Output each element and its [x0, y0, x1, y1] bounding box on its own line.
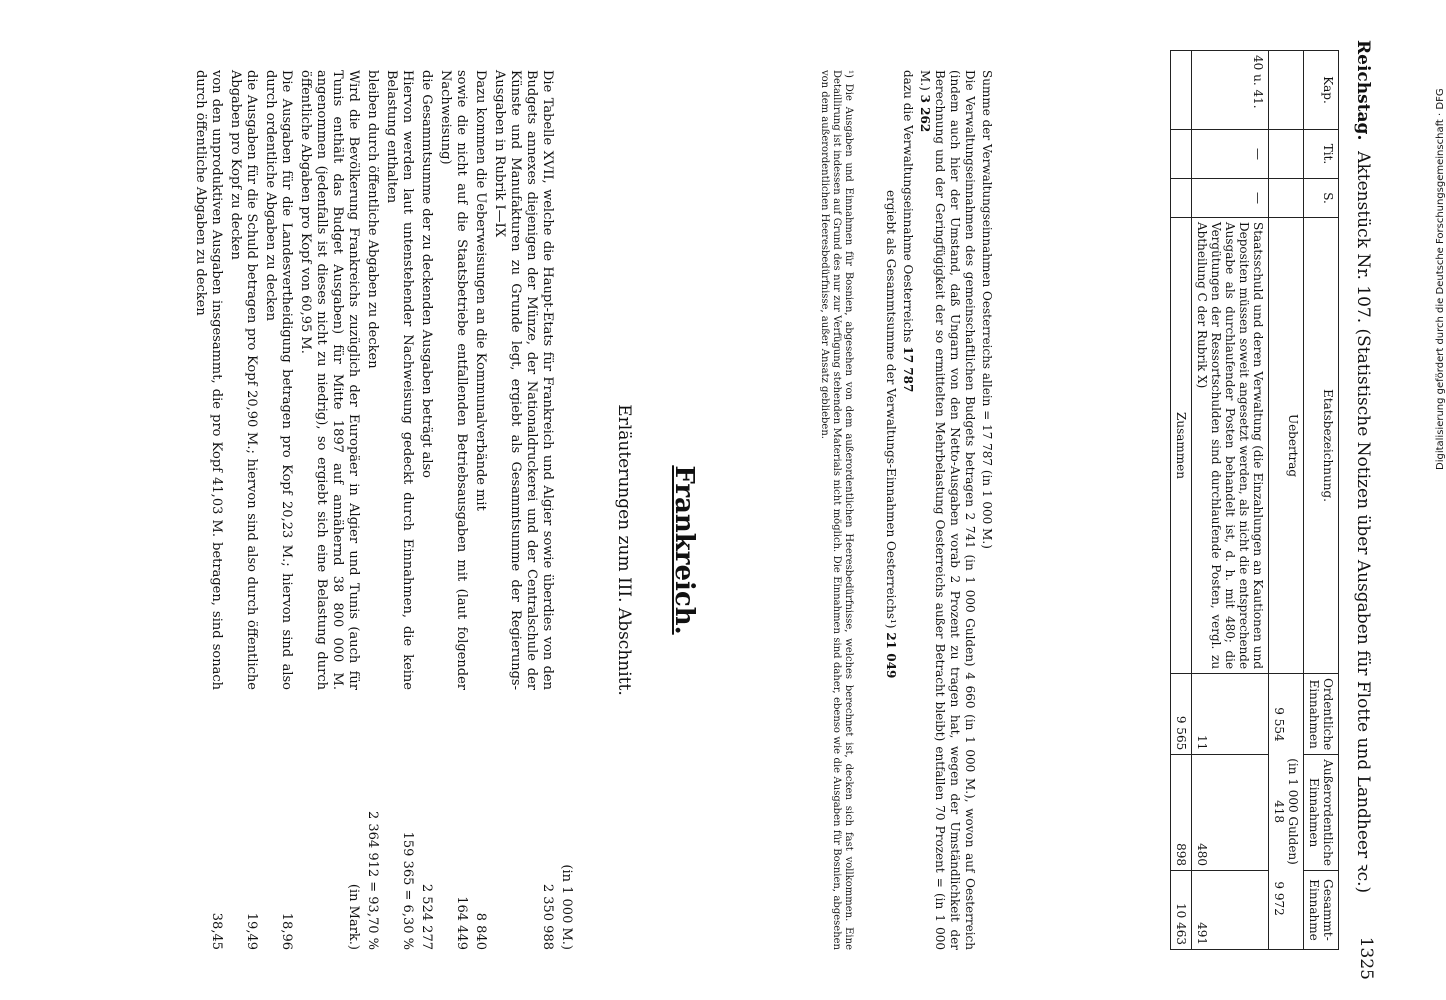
col-ao: Außerordentliche Einnahmen	[1304, 755, 1339, 871]
list-item	[491, 70, 555, 950]
section-subtitle: Erläuterungen zum III. Abschnitt.	[614, 404, 634, 696]
cell-value: 898	[1171, 755, 1192, 871]
list-item	[472, 70, 488, 950]
line-text: sowie die nicht auf die Staatsbetriebe entfallenden Betriebsausgaben mit (laut folgender Nachweisung)	[438, 70, 469, 690]
col-etat: Etatsbezeichnung.	[1304, 218, 1339, 674]
paragraph	[917, 70, 977, 950]
line-text: bleiben durch öffentliche Abgaben zu decken	[365, 70, 380, 369]
paragraph	[900, 70, 915, 950]
table-row	[1192, 51, 1269, 950]
dfg-sidebar	[1405, 0, 1446, 1000]
line-text: Dazu kommen die Ueberweisungen an die Kommunalverbände mit	[473, 70, 488, 511]
line-value: (in Mark.)	[346, 883, 361, 950]
paragraph-text: ergiebt als Gesammtsumme der Verwaltungs-Einnahmen Oesterreichs¹)	[884, 190, 898, 629]
row-label: Uebertrag	[1269, 218, 1304, 674]
list-item	[364, 70, 380, 950]
col-tit: Tit.	[1304, 130, 1339, 179]
footnote: ¹) Die Ausgaben und Einnahmen für Bosnien, abgesehen von dem außerordentlichen Heeresbedürfnisse, welches berechnet ist, decken sich fast vollkommen. Eine Detaillirung ist indessen auf Grund des nur zur Verfügung stehenden Materials nicht möglich. Die Einnahmen sind daher, ebenso wie die Ausgaben für Bosnien, abgesehen von dem außerordentlichen Heeresbedürfnisse, außer Ansatz geblieben.	[819, 70, 854, 950]
line-value: 19,49	[244, 912, 259, 950]
paragraph-text: Die Verwaltungseinnahmen des gemeinschaftlichen Budgets betragen 2 741 (in 1 000 Gulden) 4 660 (in 1 000 M.), wovon auf Oesterreich (indem auch hier der Umstand, daß Ungarn von den Netto-Ausgaben vorab 2 Prozent zu tragen hat, wegen der Umständlichkeit der Berechnung und der Geringfügigkeit der so ermittelten Mehrbelastung Oesterreichs außer Betracht bleibt) entfallen 70 Prozent =	[933, 70, 977, 950]
table-header-row	[1304, 51, 1339, 950]
cell-value: 9 565	[1171, 674, 1192, 755]
budget-table	[1170, 50, 1339, 950]
value: 3 262	[918, 94, 932, 133]
cell-kap: 40 u. 41.	[1192, 51, 1269, 130]
line-value: 8 840	[473, 912, 488, 950]
list-item	[383, 70, 415, 950]
line-value: 2 350 988	[540, 883, 555, 950]
list-item	[418, 70, 434, 950]
page-number: 1325	[1356, 936, 1376, 980]
unit-label: (in 1 000 M.)	[918, 70, 947, 950]
line-value: 38,45	[209, 912, 224, 950]
cell-text: Staatsschuld und deren Verwaltung (die Einzahlungen an Kautionen und Depositen müssen soweit angesetzt werden, als nicht die entsprechende Ausgabe als durchlaufender Posten behandelt ist, d. h. mit 480; die Vergütungen der Ressortschulden sind durchlaufende Posten, vergl. zu Abtheilung C der Rubrik X)	[1192, 218, 1269, 674]
cell-value: 480	[1192, 755, 1269, 871]
line-value: 2 364 912 = 93,70 %	[365, 810, 380, 950]
line-text: Hiervon werden laut untenstehender Nachweisung gedeckt durch Einnahmen, die keine Belastung enthalten	[384, 70, 415, 690]
line-text: Wird die Bevölkerung Frankreichs zuzüglich der Europäer in Algier und Tunis (auch für Tunis enthält das Budget Ausgaben) für Mitte 1897 auf annähernd 38 800 000 M. angenommen (jedenfalls ist dieses nicht zu niedrig), so ergiebt sich eine Belastung durch öffentliche Abgaben pro Kopf von 60,95 M.	[298, 70, 361, 690]
line-value: 164 449	[454, 896, 469, 950]
header-left: Reichstag.	[1353, 40, 1373, 141]
cell-value: 418	[1272, 800, 1286, 823]
line-text: die Ausgaben für die Schuld betragen pro Kopf 20,90 M.; hiervon sind also durch öffentliche Abgaben pro Kopf zu decken	[228, 70, 259, 690]
col-ord: Ordentliche Einnahmen	[1304, 674, 1339, 755]
section-austria	[881, 70, 994, 950]
paragraph	[883, 70, 898, 950]
col-s: S.	[1304, 179, 1339, 218]
paragraph: Summe der Verwaltungseinnahmen Oesterreichs allein = 17 787 (in 1 000 M.)	[980, 70, 994, 549]
line-text: die Gesammtsumme der zu deckenden Ausgaben beträgt also	[419, 70, 434, 478]
cell-s: —	[1192, 179, 1269, 218]
line-value: 159 365 = 6,30 %	[400, 831, 415, 950]
unit-note-text: (in 1 000 Gulden)	[1286, 758, 1300, 865]
cell-tit: —	[1192, 130, 1269, 179]
line-value: 2 524 277	[419, 883, 434, 950]
dfg-credit: Digitalisierung gefördert durch die Deutsche Forschungsgemeinschaft · DFG	[1435, 88, 1446, 470]
section-title: Frankreich.	[669, 465, 699, 635]
paragraph-text: dazu die Verwaltungseinnahme Oesterreichs	[901, 70, 915, 343]
list-item	[227, 70, 259, 950]
list-item	[262, 70, 294, 950]
table-row	[1269, 51, 1304, 950]
header-title: Aktenstück Nr. 107. (Statistische Notizen über Ausgaben für Flotte und Landheer ꝛc.)	[1353, 151, 1373, 894]
page-header	[1353, 40, 1376, 980]
value: 17 787	[901, 346, 915, 393]
cell-value: 11	[1192, 674, 1269, 755]
cell-value: 9 972	[1272, 881, 1286, 916]
line-text: Die Tabelle XVII, welche die Haupt-Etats für Frankreich und Algier sowie überdies von den Budgets annexes diejenigen der Münze, der Nationaldruckerei und der Centralschule der Künste und Manufakturen zu Grunde legt, ergiebt als Gesammtsumme der Regierungs-Ausgaben in Rubrik I—IX	[492, 70, 555, 690]
list-item	[297, 70, 361, 950]
list-item	[437, 70, 469, 950]
col-kap: Kap.	[1304, 51, 1339, 130]
section-france	[192, 70, 574, 950]
list-item	[192, 70, 224, 950]
line-value: 18,96	[279, 912, 294, 950]
value: 21 049	[884, 632, 898, 679]
cell-value: 10 463	[1171, 871, 1192, 950]
line-text: von den unproduktiven Ausgaben insgesammt, die pro Kopf 41,03 M. betragen, sind sonach durch öffentliche Abgaben zu decken	[193, 70, 224, 690]
unit-note	[1269, 674, 1304, 950]
cell-value: 491	[1192, 871, 1269, 950]
table-row	[1171, 51, 1192, 950]
cell-value: 9 554	[1272, 707, 1286, 742]
unit-row	[558, 70, 574, 950]
line-text: Die Ausgaben für die Landesvertheidigung betragen pro Kopf 20,23 M.; hiervon sind also durch ordentliche Abgaben zu decken	[263, 70, 294, 690]
row-label: Zusammen	[1171, 218, 1192, 674]
col-ges: Gesammt-Einnahme	[1304, 871, 1339, 950]
unit-label: (in 1 000 M.)	[559, 864, 574, 950]
